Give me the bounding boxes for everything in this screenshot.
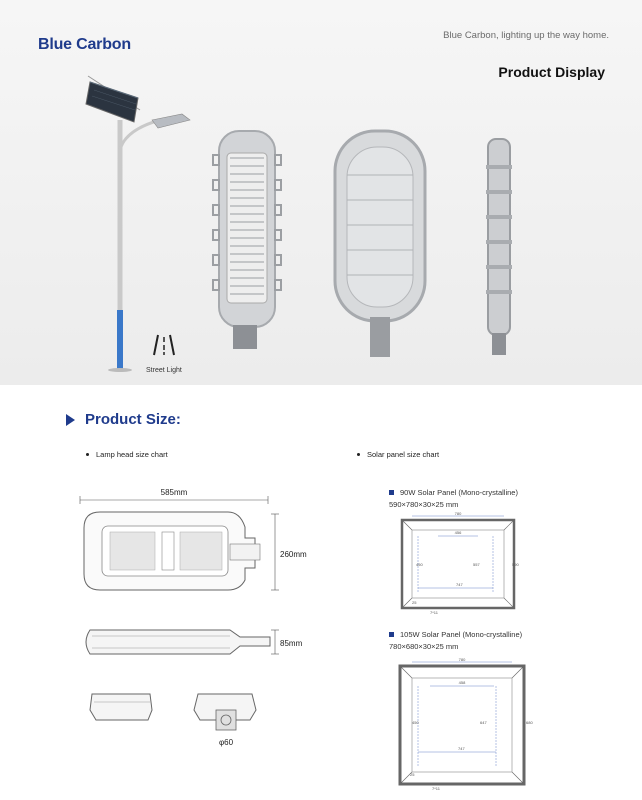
panel-90-title: 90W Solar Panel (Mono-crystalline) bbox=[400, 488, 518, 497]
panel-105-title: 105W Solar Panel (Mono-crystalline) bbox=[400, 630, 523, 639]
panel-105-right-dim: 680 bbox=[526, 720, 533, 725]
lamp-depth-label: 85mm bbox=[280, 639, 303, 648]
panel-105-drawing bbox=[396, 656, 538, 796]
panel-105-hole-dim: 7*11 bbox=[432, 786, 440, 791]
street-light-illustration bbox=[80, 70, 210, 380]
lamp-width-label: 585mm bbox=[160, 488, 188, 497]
panel-90-corner-dim: 25 bbox=[412, 600, 417, 605]
panel-90-spec: 590×780×30×25 mm bbox=[389, 500, 459, 509]
solar-chart-label: Solar panel size chart bbox=[367, 450, 440, 459]
street-light-caption: Street Light bbox=[146, 367, 182, 374]
panel-90-right-dim: 590 bbox=[512, 562, 519, 567]
triangle-bullet-icon bbox=[66, 414, 75, 426]
panel-90-hole-dim: 7*11 bbox=[430, 610, 438, 615]
panel-90-left-dim: 450 bbox=[416, 562, 423, 567]
section-title: Product Display bbox=[498, 64, 605, 80]
panel-105-square-icon bbox=[389, 632, 394, 637]
lamp-top-drawing bbox=[70, 482, 350, 752]
panel-105-center-dim: 647 bbox=[480, 720, 487, 725]
panel-90-center-dim: 557 bbox=[473, 562, 480, 567]
lamp-side-view bbox=[480, 135, 520, 360]
panel-105-left-dim: 450 bbox=[412, 720, 419, 725]
panel-90-drawing bbox=[398, 512, 528, 620]
product-size-heading bbox=[66, 411, 181, 428]
lamp-back-view bbox=[325, 125, 435, 360]
panel-105-top-dim: 780 bbox=[458, 657, 466, 662]
panel-105-corner-dim: 25 bbox=[410, 772, 415, 777]
panel-105-spec: 780×680×30×25 mm bbox=[389, 642, 459, 651]
panel-105-inner-top-dim: 458 bbox=[458, 680, 466, 685]
panel-90-square-icon bbox=[389, 490, 394, 495]
lamp-mount-label: φ60 bbox=[218, 738, 234, 747]
bullet-dot-icon bbox=[357, 453, 360, 456]
lamp-height-label: 260mm bbox=[280, 550, 307, 559]
tagline: Blue Carbon, lighting up the way home. bbox=[443, 30, 609, 41]
panel-90-top-dim: 780 bbox=[454, 512, 462, 516]
road-icon bbox=[148, 333, 180, 357]
lamp-chart-bullet bbox=[86, 450, 168, 459]
panel-105-bottom-dim: 747 bbox=[458, 746, 465, 751]
lamp-chart-label: Lamp head size chart bbox=[96, 450, 168, 459]
bullet-dot-icon bbox=[86, 453, 89, 456]
product-size-title: Product Size: bbox=[85, 411, 181, 428]
brand-logo: Blue Carbon bbox=[38, 36, 131, 53]
lamp-front-view bbox=[205, 125, 285, 360]
panel-90-bottom-dim: 747 bbox=[456, 582, 463, 587]
solar-chart-bullet bbox=[357, 450, 439, 459]
panel-90-inner-top-dim: 456 bbox=[454, 530, 462, 535]
